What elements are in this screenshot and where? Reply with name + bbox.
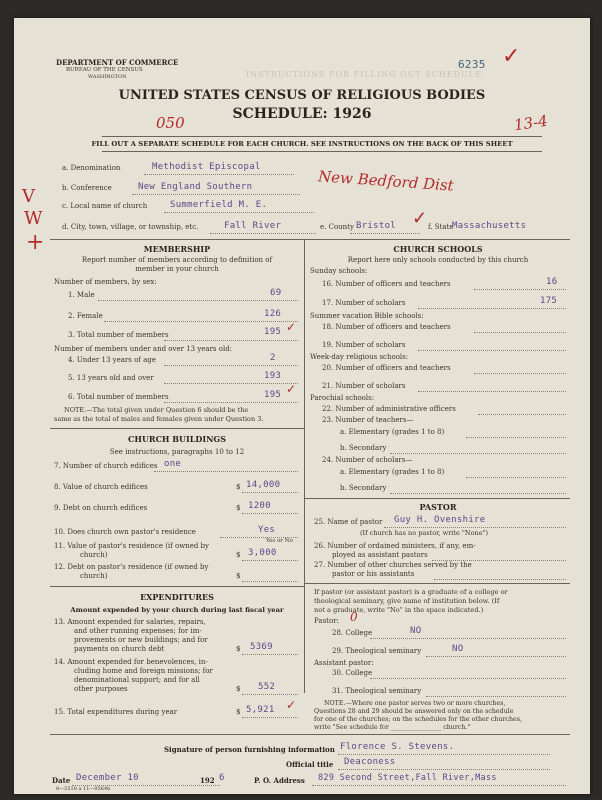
q17-value: 175 [540, 296, 558, 306]
denomination-label: a. Denomination [62, 164, 121, 172]
q7-label: 7. Number of church edifices [54, 462, 158, 470]
code-annotation: 050 [156, 114, 185, 132]
dollar-sign: $ [236, 483, 241, 491]
divider [102, 151, 542, 152]
divider [304, 583, 570, 584]
print-code: 8—5518 a 11—9564b [56, 786, 111, 792]
summer-label: Summer vacation Bible schools: [310, 312, 424, 320]
q28-label: 28. College [332, 629, 373, 637]
corner-annotation: 13-4 [512, 111, 549, 135]
buildings-heading: CHURCH BUILDINGS [128, 434, 226, 444]
q25-note: (If church has no pastor, write "None") [360, 529, 489, 537]
q6-label: 6. Total number of members [68, 393, 169, 401]
side-mark-w: W [24, 208, 43, 229]
dollar-sign: $ [236, 645, 241, 653]
q13-line-1: 13. Amount expended for salaries, repairs, [54, 618, 206, 626]
date-label: Date [52, 776, 71, 785]
membership-note-1: NOTE.—The total given under Question 6 should be the [64, 406, 249, 414]
check-mark-red: ✓ [286, 698, 297, 712]
q12-label-b: church) [80, 572, 108, 580]
expenditures-heading: EXPENDITURES [140, 592, 214, 602]
graduate-note-2: theological seminary, give name of institution below. (If [314, 597, 500, 605]
side-mark-v: V [22, 186, 35, 207]
pastor-note-4: write "See schedule for ________________ church." [314, 724, 471, 731]
local-name-value: Summerfield M. E. [170, 200, 268, 210]
q14-line-4: other purposes [74, 685, 128, 693]
pastor-sub-label: Pastor: [314, 617, 339, 625]
q7-value: one [164, 459, 182, 469]
dollar-sign: $ [236, 708, 241, 716]
q6-value: 195 [264, 390, 282, 400]
q1-label: 1. Male [68, 291, 95, 299]
column-divider [304, 239, 305, 693]
q24a-label: a. Elementary (grades 1 to 8) [340, 468, 445, 476]
q11-value: 3,000 [248, 548, 277, 558]
year-suffix: 6 [219, 773, 225, 783]
q15-value: 5,921 [246, 705, 275, 715]
address-label: P. O. Address [254, 776, 305, 785]
conference-label: b. Conference [62, 184, 112, 192]
q2-label: 2. Female [68, 312, 103, 320]
q4-value: 2 [270, 353, 276, 363]
q29-value: NO [452, 644, 464, 654]
dollar-sign: $ [236, 572, 241, 580]
q2-value: 126 [264, 309, 282, 319]
pastor-note-2: Questions 28 and 29 should be answered only on the schedule [314, 708, 514, 715]
q23a-label: a. Elementary (grades 1 to 8) [340, 428, 445, 436]
q23b-label: b. Secondary [340, 444, 387, 452]
faint-bleed-text: INSTRUCTIONS FOR FILLING OUT SCHEDULE [246, 70, 482, 79]
buildings-sub: See instructions, paragraphs 10 to 12 [109, 448, 245, 456]
pastor-note-1: NOTE.—Where one pastor serves two or more churches, [324, 700, 506, 707]
q21-label: 21. Number of scholars [322, 382, 406, 390]
q25-label: 25. Name of pastor [314, 518, 383, 526]
schedule-title: SCHEDULE: 1926 [232, 106, 372, 122]
district-annotation: New Bedford Dist [317, 167, 455, 195]
year-prefix: 192 [200, 776, 215, 785]
by-sex-label: Number of members, by sex: [54, 278, 157, 286]
membership-heading: MEMBERSHIP [143, 244, 211, 254]
date-value: December 10 [76, 773, 139, 783]
q3-label: 3. Total number of members [68, 331, 169, 339]
q11-label-b: church) [80, 551, 108, 559]
census-schedule-sheet [14, 18, 590, 794]
pastor-heading: PASTOR [419, 502, 457, 512]
divider [304, 498, 570, 499]
q16-value: 16 [546, 277, 558, 287]
q16-label: 16. Number of officers and teachers [322, 280, 451, 288]
q14-value: 552 [258, 682, 276, 692]
q11-label-a: 11. Value of pastor's residence (if owned by [54, 542, 209, 550]
divider [50, 239, 570, 240]
q17-label: 17. Number of scholars [322, 299, 406, 307]
q28-value: NO [410, 626, 422, 636]
dollar-sign: $ [236, 685, 241, 693]
q27-label-b: pastor or his assistants [332, 570, 415, 578]
check-mark-red: ✓ [286, 382, 297, 396]
q14-line-3: denominational support; and for all [74, 676, 200, 684]
parochial-label: Parochial schools: [310, 394, 375, 402]
q10-value: Yes [258, 525, 276, 535]
q23-label: 23. Number of teachers— [322, 416, 414, 424]
q15-label: 15. Total expenditures during year [54, 708, 178, 716]
city-label: WASHINGTON [88, 74, 127, 80]
q24b-label: b. Secondary [340, 484, 387, 492]
q22-label: 22. Number of administrative officers [322, 405, 456, 413]
official-title-label: Official title [286, 760, 334, 769]
dept-label: DEPARTMENT OF COMMERCE [56, 58, 179, 67]
state-label: f. State [428, 223, 454, 231]
q25-value: Guy H. Ovenshire [394, 515, 486, 525]
conference-value: New England Southern [138, 182, 253, 192]
membership-note-2: same as the total of males and females given under Question 3. [54, 415, 264, 423]
q10-label: 10. Does church own pastor's residence [54, 528, 196, 536]
state-value: Massachusetts [452, 221, 527, 231]
q26-label-a: 26. Number of ordained ministers, if any, em- [314, 542, 476, 550]
membership-sub2: member in your church [135, 265, 219, 273]
county-value: Bristol [356, 221, 397, 231]
side-mark-plus: + [26, 230, 45, 255]
bureau-label: BUREAU OF THE CENSUS [66, 67, 143, 73]
q18-label: 18. Number of officers and teachers [322, 323, 451, 331]
schools-heading: CHURCH SCHOOLS [393, 244, 483, 254]
q12-label-a: 12. Debt on pastor's residence (if owned by [54, 563, 209, 571]
assistant-label: Assistant pastor: [314, 659, 374, 667]
check-mark-red: ✓ [286, 320, 297, 334]
q5-value: 193 [264, 371, 282, 381]
q13-line-4: payments on church debt [74, 645, 165, 653]
q3-value: 195 [264, 327, 282, 337]
local-name-label: c. Local name of church [62, 202, 148, 210]
check-mark-red: ✓ [502, 44, 521, 69]
denomination-value: Methodist Episcopal [152, 162, 261, 172]
q26-label-b: ployed as assistant pastors [332, 551, 428, 559]
q20-label: 20. Number of officers and teachers [322, 364, 451, 372]
weekday-label: Week-day religious schools: [310, 353, 409, 361]
q30-label: 30. College [332, 669, 373, 677]
address-value: 829 Second Street,Fall River,Mass [318, 773, 497, 783]
age-label: Number of members under and over 13 years old: [54, 345, 233, 353]
q1-value: 69 [270, 288, 282, 298]
q4-label: 4. Under 13 years of age [68, 356, 156, 364]
q8-value: 14,000 [246, 480, 281, 490]
schedule-number: 6235 [458, 58, 486, 71]
q31-label: 31. Theological seminary [332, 687, 422, 695]
yes-no-hint: Yes or No [266, 538, 293, 544]
graduate-note-1: If pastor (or assistant pastor) is a graduate of a college or [314, 588, 508, 596]
city-label: d. City, town, village, or township, etc. [62, 223, 199, 231]
q27-label-a: 27. Number of other churches served by the [314, 561, 472, 569]
check-mark-red: ✓ [412, 208, 428, 229]
q29-label: 29. Theological seminary [332, 647, 422, 655]
q14-line-2: cluding home and foreign missions; for [74, 667, 213, 675]
divider [102, 136, 542, 137]
divider [50, 586, 304, 587]
q8-label: 8. Value of church edifices [54, 483, 148, 491]
sunday-label: Sunday schools: [310, 267, 368, 275]
pastor-note-3: for one of the churches; on the schedules for the other churches, [314, 716, 522, 723]
q24-label: 24. Number of scholars— [322, 456, 413, 464]
official-title-value: Deaconess [344, 757, 396, 767]
instruction-line: FILL OUT A SEPARATE SCHEDULE FOR EACH CHURCH. SEE INSTRUCTIONS ON THE BACK OF THIS SHEET [91, 140, 513, 148]
q5-label: 5. 13 years old and over [68, 374, 154, 382]
county-label: e. County [320, 223, 354, 231]
city-value: Fall River [224, 221, 282, 231]
dollar-sign: $ [236, 504, 241, 512]
signature-value: Florence S. Stevens. [340, 742, 455, 752]
divider [50, 734, 570, 735]
signature-label: Signature of person furnishing information [164, 745, 335, 754]
form-title: UNITED STATES CENSUS OF RELIGIOUS BODIES [118, 88, 486, 103]
membership-sub1: Report number of members according to definition of [81, 256, 273, 264]
q13-line-3: provements or new buildings; and for [74, 636, 208, 644]
dollar-sign: $ [236, 551, 241, 559]
q9-label: 9. Debt on church edifices [54, 504, 148, 512]
q13-value: 5369 [250, 642, 273, 652]
divider [50, 428, 304, 429]
graduate-note-3: not a graduate, write "No" in the space indicated.) [314, 606, 484, 614]
q19-label: 19. Number of scholars [322, 341, 406, 349]
schools-sub: Report here only schools conducted by this church [347, 256, 529, 264]
q14-line-1: 14. Amount expended for benevolences, in- [54, 658, 208, 666]
q13-line-2: and other running expenses; for im- [74, 627, 202, 635]
pastor-annotation-zero: 0 [350, 610, 358, 624]
expenditures-sub: Amount expended by your church during last fiscal year [70, 606, 284, 614]
q9-value: 1200 [248, 501, 271, 511]
